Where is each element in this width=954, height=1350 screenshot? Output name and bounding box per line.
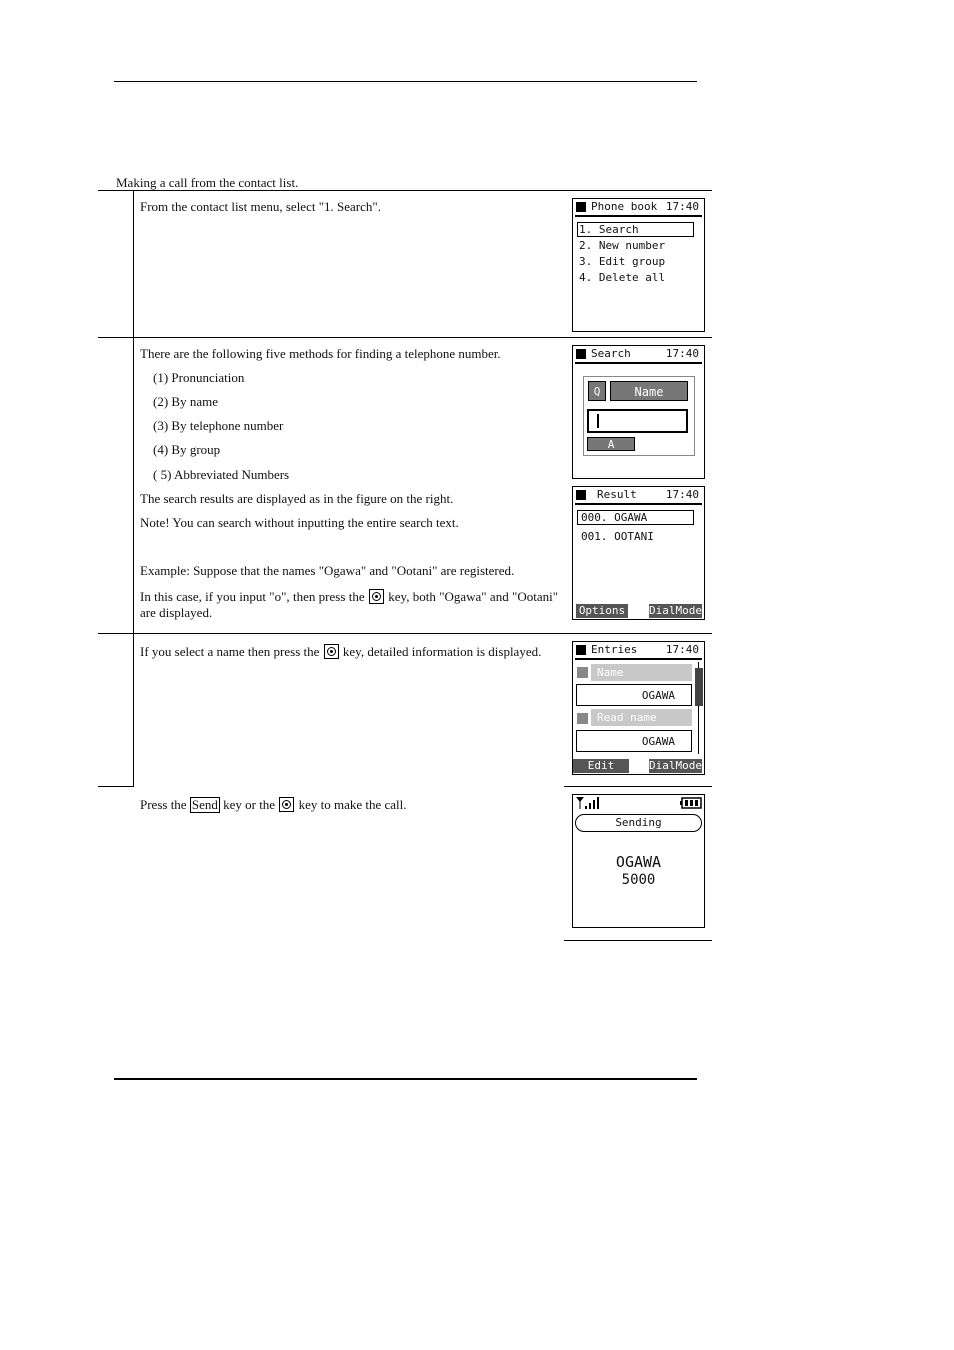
screen-time: 17:40 (665, 347, 699, 360)
ok-key-icon (279, 797, 294, 812)
method-3: (3) By telephone number (153, 418, 284, 433)
phonebook-screen (572, 198, 705, 332)
contact-icon (577, 713, 588, 724)
search-input[interactable] (587, 409, 688, 433)
row-rule-1 (98, 337, 712, 338)
method-1: (1) Pronunciation (153, 370, 245, 385)
method-2: (2) By name (153, 394, 218, 409)
call-status-pill: Sending (575, 814, 702, 832)
result-item[interactable]: 000. OGAWA (581, 511, 648, 524)
send-key: Send (191, 797, 218, 812)
row-rule-2 (98, 633, 712, 634)
screen-title-bar (575, 643, 702, 660)
step2-intro: There are the following five methods for finding a telephone number. (140, 346, 501, 361)
edit-softkey[interactable]: Edit (573, 759, 629, 773)
screen-time: 17:40 (665, 488, 699, 501)
step4-text-middle: key or the (223, 797, 276, 812)
dialmode-softkey[interactable]: DialMode (649, 604, 702, 617)
section-intro: Making a call from the contact list. (116, 175, 299, 190)
step3-text (140, 644, 558, 660)
row-rule-3a (98, 786, 134, 787)
title-block-icon (576, 645, 586, 655)
step4-text (140, 797, 407, 813)
search-icon (588, 381, 606, 401)
scroll-thumb (695, 668, 703, 706)
step4-text-after: key to make the call. (298, 797, 407, 812)
search-note: Note! You can search without inputting the entire search text. (140, 515, 459, 530)
footer-rule (114, 1078, 697, 1080)
title-block-icon (576, 202, 586, 212)
screen-title-bar (575, 488, 702, 505)
field-label-name: Name (591, 664, 692, 681)
menu-item-new-number[interactable]: 2. New number (579, 239, 666, 252)
contact-icon (577, 667, 588, 678)
header-rule (114, 81, 697, 82)
example-case-text (140, 589, 558, 621)
screen-title: Phone book (591, 200, 658, 213)
screen-title-bar (575, 200, 702, 217)
table-top-rule (98, 190, 712, 191)
entries-screen (572, 641, 705, 775)
title-block-icon (576, 349, 586, 359)
step1-text: From the contact list menu, select "1. Search". (140, 199, 381, 214)
callee-name: OGAWA (615, 853, 662, 871)
step4-text-before: Press the (140, 797, 187, 812)
scroll-bar-icon[interactable] (695, 662, 703, 754)
search-screen (572, 345, 705, 479)
signal-icon (576, 797, 604, 809)
table-bottom-rule (564, 940, 712, 941)
screen-title: Result (597, 488, 637, 501)
case-text-after: key, both "Ogawa" and "Ootani" are displayed. (140, 589, 559, 620)
example-text: Example: Suppose that the names "Ogawa" and "Ootani" are registered. (140, 563, 515, 578)
sending-screen (572, 794, 705, 928)
field-label-read-name: Read name (591, 709, 692, 726)
search-icon-letter: Q (593, 385, 601, 398)
read-name-value-field[interactable]: OGAWA (576, 730, 692, 752)
ok-key-icon (324, 644, 339, 659)
options-softkey[interactable]: Options (576, 604, 628, 618)
step3-text-before: If you select a name then press the (140, 644, 320, 659)
method-4: (4) By group (153, 442, 221, 457)
screen-title-bar (575, 347, 702, 364)
search-field-label: Name (610, 381, 688, 401)
case-text-before: In this case, if you input "o", then press the (140, 589, 365, 604)
callee-number: 5000 (621, 872, 656, 888)
screen-time: 17:40 (665, 643, 699, 656)
input-mode-indicator: A (587, 437, 635, 451)
step-column-divider (133, 190, 134, 786)
menu-item-edit-group[interactable]: 3. Edit group (579, 255, 666, 268)
ok-key-icon (369, 589, 384, 604)
battery-icon (680, 797, 702, 809)
search-popup (583, 376, 695, 456)
menu-item-delete-all[interactable]: 4. Delete all (579, 271, 666, 284)
step3-text-after: key, detailed information is displayed. (342, 644, 542, 659)
text-cursor (597, 414, 599, 428)
results-line: The search results are displayed as in the figure on the right. (140, 491, 454, 506)
result-item[interactable]: 001. OOTANI (581, 530, 654, 543)
dialmode-softkey[interactable]: DialMode (649, 759, 702, 772)
screen-time: 17:40 (665, 200, 699, 213)
name-value-field[interactable]: OGAWA (576, 684, 692, 706)
screen-title: Entries (591, 643, 638, 656)
row-rule-3b (564, 786, 712, 787)
title-block-icon (576, 490, 586, 500)
method-5: ( 5) Abbreviated Numbers (153, 467, 290, 482)
result-screen (572, 486, 705, 620)
screen-title: Search (591, 347, 631, 360)
menu-item-search[interactable]: 1. Search (579, 223, 639, 236)
